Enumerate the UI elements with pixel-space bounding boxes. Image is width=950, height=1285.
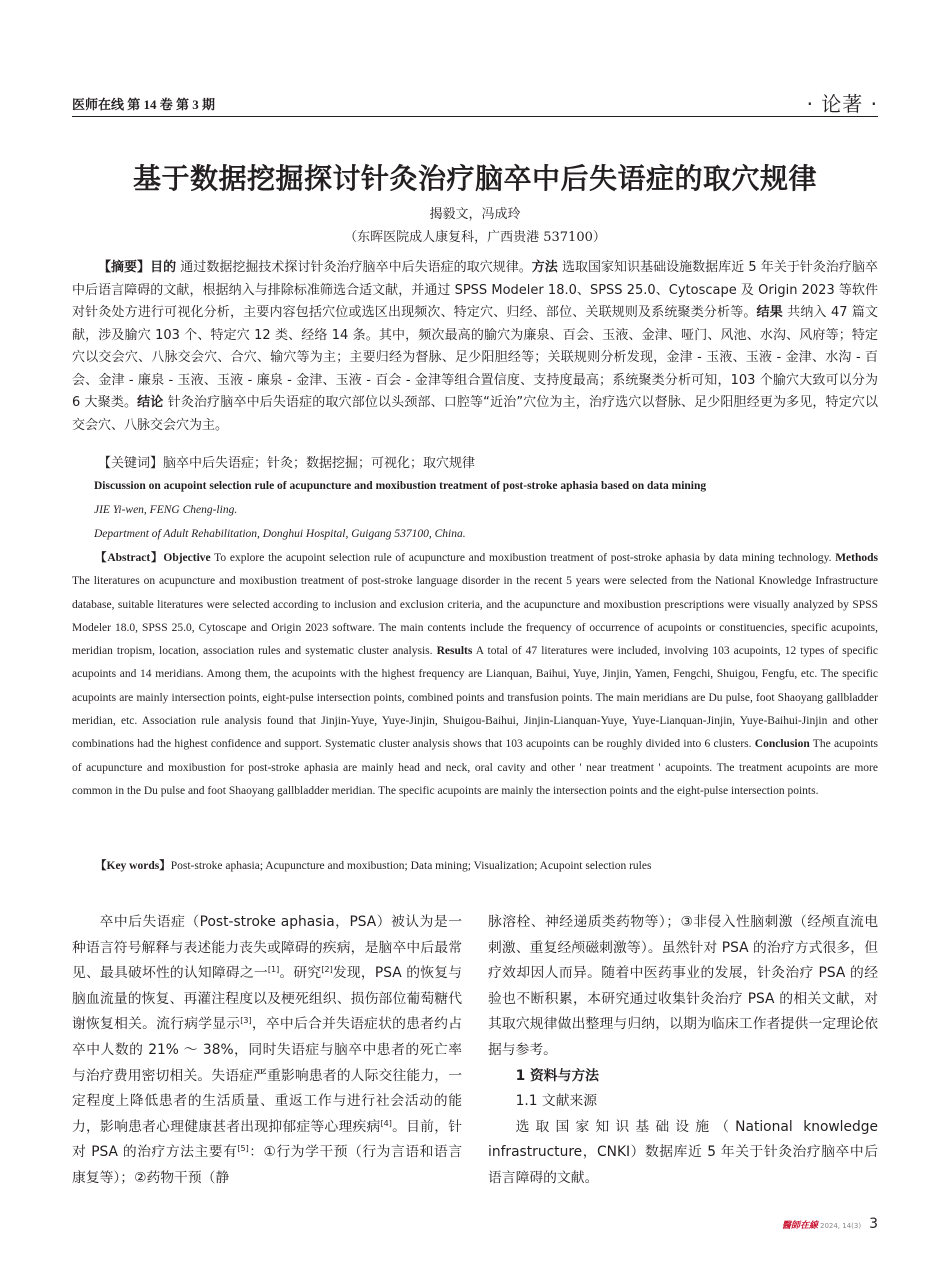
english-authors: JIE Yi-wen, FENG Cheng-ling. xyxy=(94,504,238,516)
abstract-label: 【摘要】 xyxy=(98,260,151,275)
conclusion-label: 结论 xyxy=(137,395,164,410)
intro-continuation: 脉溶栓、神经递质类药物等）；③非侵入性脑刺激（经颅直流电刺激、重复经颅磁刺激等）。虽然针对 PSA 的治疗方式很多，但疗效却因人而异。随着中医药事业的发展，针灸治疗 PSA 的经验也不断积累，本研究通过收集针灸治疗 PSA 的相关文献，对其取穴规律做出整理与归纳，以期为临床工作者提供一定理论依据与参考。 xyxy=(488,914,878,1058)
citation[interactable]: [2] xyxy=(321,965,333,975)
intro-text-2: 。研究 xyxy=(279,965,322,982)
citation[interactable]: [4] xyxy=(380,1118,392,1128)
english-affiliation: Department of Adult Rehabilitation, Donghui Hospital, Guigang 537100, China. xyxy=(94,528,466,540)
journal-issue: 医师在线 第 14 卷 第 3 期 xyxy=(72,97,216,112)
chinese-keywords xyxy=(72,453,878,475)
en-results-text: A total of 47 literatures were included, involving 103 acupoints, 12 types of specific acupoints and 14 meridians. Among them, the acupoints with the highest frequency are Lianquan, Baihui, Yuye, Jinjin, Yamen, Fengchi, Shuigou, Fengfu, etc. The specific acupoints are mainly intersection points, eight-pulse intersection points, combined points and transfusion points. The main meridians are Du pulse, foot Shaoyang gallbladder meridian, etc. Association rule analysis found that Jinjin-Yuye, Yuye-Jinjin, Shuigou-Baihui, Jinjin-Lianquan-Yuye, Yuye-Lianquan-Jinjin, Yuye-Baihui-Jinjin and other combinations had the highest confidence and support. Systematic cluster analysis shows that 103 acupoints can be roughly divided into 6 clusters. xyxy=(72,645,878,751)
body-column-right xyxy=(488,910,878,1192)
citation[interactable]: [3] xyxy=(240,1016,252,1026)
section-tag: · 论著 · xyxy=(806,92,878,116)
objective-label: 目的 xyxy=(150,260,177,275)
en-conclusion-label: Conclusion xyxy=(754,738,810,751)
body-column-left xyxy=(72,910,462,1192)
english-keywords xyxy=(72,856,878,876)
section-paragraph: 选取国家知识基础设施（National knowledge infrastructure，CNKI）数据库近 5 年关于针灸治疗脑卒中后语言障碍的文献。 xyxy=(488,1118,878,1186)
running-header xyxy=(72,88,878,117)
page-footer xyxy=(782,1213,878,1232)
results-label: 结果 xyxy=(756,305,783,320)
en-objective-label: Objective xyxy=(163,552,211,564)
paper-title: 基于数据挖掘探讨针灸治疗脑卒中后失语症的取穴规律 xyxy=(132,162,817,195)
citation[interactable]: [5] xyxy=(237,1144,249,1154)
en-methods-label: Methods xyxy=(835,552,878,564)
intro-text-5: 。目前，针对 PSA 的治疗方法主要有 xyxy=(72,1118,463,1161)
subsection-heading: 1.1 文献来源 xyxy=(515,1093,598,1110)
en-conclusion-text: The acupoints of acupuncture and moxibustion for post-stroke aphasia are mainly head and neck, oral cavity and other ' near treatment ' acupoints. The treatment acupoints are more common in the Du pulse and foot Shaoyang gallbladder meridian. The specific acupoints are mainly the intersection points and the eight-pulse intersection points. xyxy=(72,738,879,797)
methods-text: 选取国家知识基础设施数据库近 5 年关于针灸治疗脑卒中后语言障碍的文献，根据纳入与排除标准筛选合适文献，并通过 SPSS Modeler 18.0、SPSS 25.0、Cytoscape 及 Origin 2023 等软件对针灸处方进行可视化分析，主要内容包括穴位或选区出现频次、特定穴、归经、部位、关联规则及系统聚类分析等。 xyxy=(72,260,878,320)
en-keywords-text: Post-stroke aphasia; Acupuncture and moxibustion; Data mining; Visualization; Acupoint selection rules xyxy=(170,860,652,872)
en-results-label: Results xyxy=(436,645,473,658)
intro-text-3: 发现，PSA 的恢复与脑血流量的恢复、再灌注程度以及梗死组织、损伤部位葡萄糖代谢恢复相关。流行病学显示 xyxy=(72,965,462,1033)
page-number: 3 xyxy=(869,1216,878,1232)
conclusion-text: 针灸治疗脑卒中后失语症的取穴部位以头颈部、口腔等“近治”穴位为主，治疗选穴以督脉、足少阳胆经更为多见，特定穴以交会穴、八脉交会穴为主。 xyxy=(72,395,878,433)
footer-issue: 2024, 14(3) xyxy=(819,1222,862,1230)
intro-paragraph xyxy=(72,910,462,1192)
en-methods-text: The literatures on acupuncture and moxibustion treatment of post-stroke language disorder in the recent 5 years were selected from the National Knowledge Infrastructure database, suitable literatures were selected according to inclusion and exclusion criteria, and the acupuncture and moxibustion prescriptions were visually analyzed by SPSS Modeler 18.0, SPSS 25.0, Cytoscape and Origin 2023 software. The main contents include the frequency of occurrence of acupoints or constituencies, specific acupoints, meridian tropism, location, association rules and systematic cluster analysis. xyxy=(72,575,878,658)
section-heading: 1 资料与方法 xyxy=(515,1067,599,1084)
authors: 揭毅文，冯成玲 xyxy=(429,207,521,222)
results-text: 共纳入 47 篇文献，涉及腧穴 103 个、特定穴 12 类、经络 14 条。其中，频次最高的腧穴为廉泉、百会、玉液、金津、哑门、风池、水沟、风府等；特定穴以交会穴、八脉交会穴、合穴、输穴等为主；主要归经为督脉、足少阳胆经等；关联规则分析发现，金津 - 玉液、玉液 - 金津、水沟 - 百会、金津 - 廉泉 - 玉液、玉液 - 廉泉 - 金津、玉液 - 百会 - 金津等组合置信度、支持度最高；系统聚类分析可知，103 个腧穴大致可以分为 6 大聚类。 xyxy=(72,305,878,410)
intro-text-4: ，卒中后合并失语症状的患者约占卒中人数的 21% ～ 38%，同时失语症与脑卒中患者的死亡率与治疗费用密切相关。失语症严重影响患者的人际交往能力，一定程度上降低患者的生活质量、重返工作与进行社会活动的能力，影响患者心理健康甚者出现抑郁症等心理疾病 xyxy=(72,1016,463,1135)
affiliation: （东晖医院成人康复科，广西贵港 537100） xyxy=(344,230,606,245)
en-keywords-label: 【Key words】 xyxy=(95,860,171,872)
keywords-label: 【关键词】 xyxy=(98,456,164,471)
chinese-abstract xyxy=(72,257,878,437)
intro-text-6: ：①行为学干预（行为言语和语言康复等）；②药物干预（静 xyxy=(72,1144,462,1186)
english-title: Discussion on acupoint selection rule of acupuncture and moxibustion treatment of post-stroke aphasia based on data mining xyxy=(94,480,707,492)
footer-journal-logo: 醫師在線 xyxy=(781,1221,818,1231)
intro-text-1: 卒中后失语症（Post-stroke aphasia，PSA）被认为是一种语言符号解释与表述能力丧失或障碍的疾病，是脑卒中后最常见、最具破坏性的认知障碍之一 xyxy=(72,914,462,982)
en-objective-text: To explore the acupoint selection rule of acupuncture and moxibustion treatment of post-stroke aphasia by data mining technology. xyxy=(210,552,832,564)
keywords-text: 脑卒中后失语症；针灸；数据挖掘；可视化；取穴规律 xyxy=(163,456,476,471)
english-abstract xyxy=(72,547,878,803)
objective-text: 通过数据挖掘技术探讨针灸治疗脑卒中后失语症的取穴规律。 xyxy=(176,260,532,275)
citation[interactable]: [1] xyxy=(267,965,280,975)
en-abstract-label: 【Abstract】 xyxy=(95,552,164,564)
methods-label: 方法 xyxy=(531,260,558,275)
